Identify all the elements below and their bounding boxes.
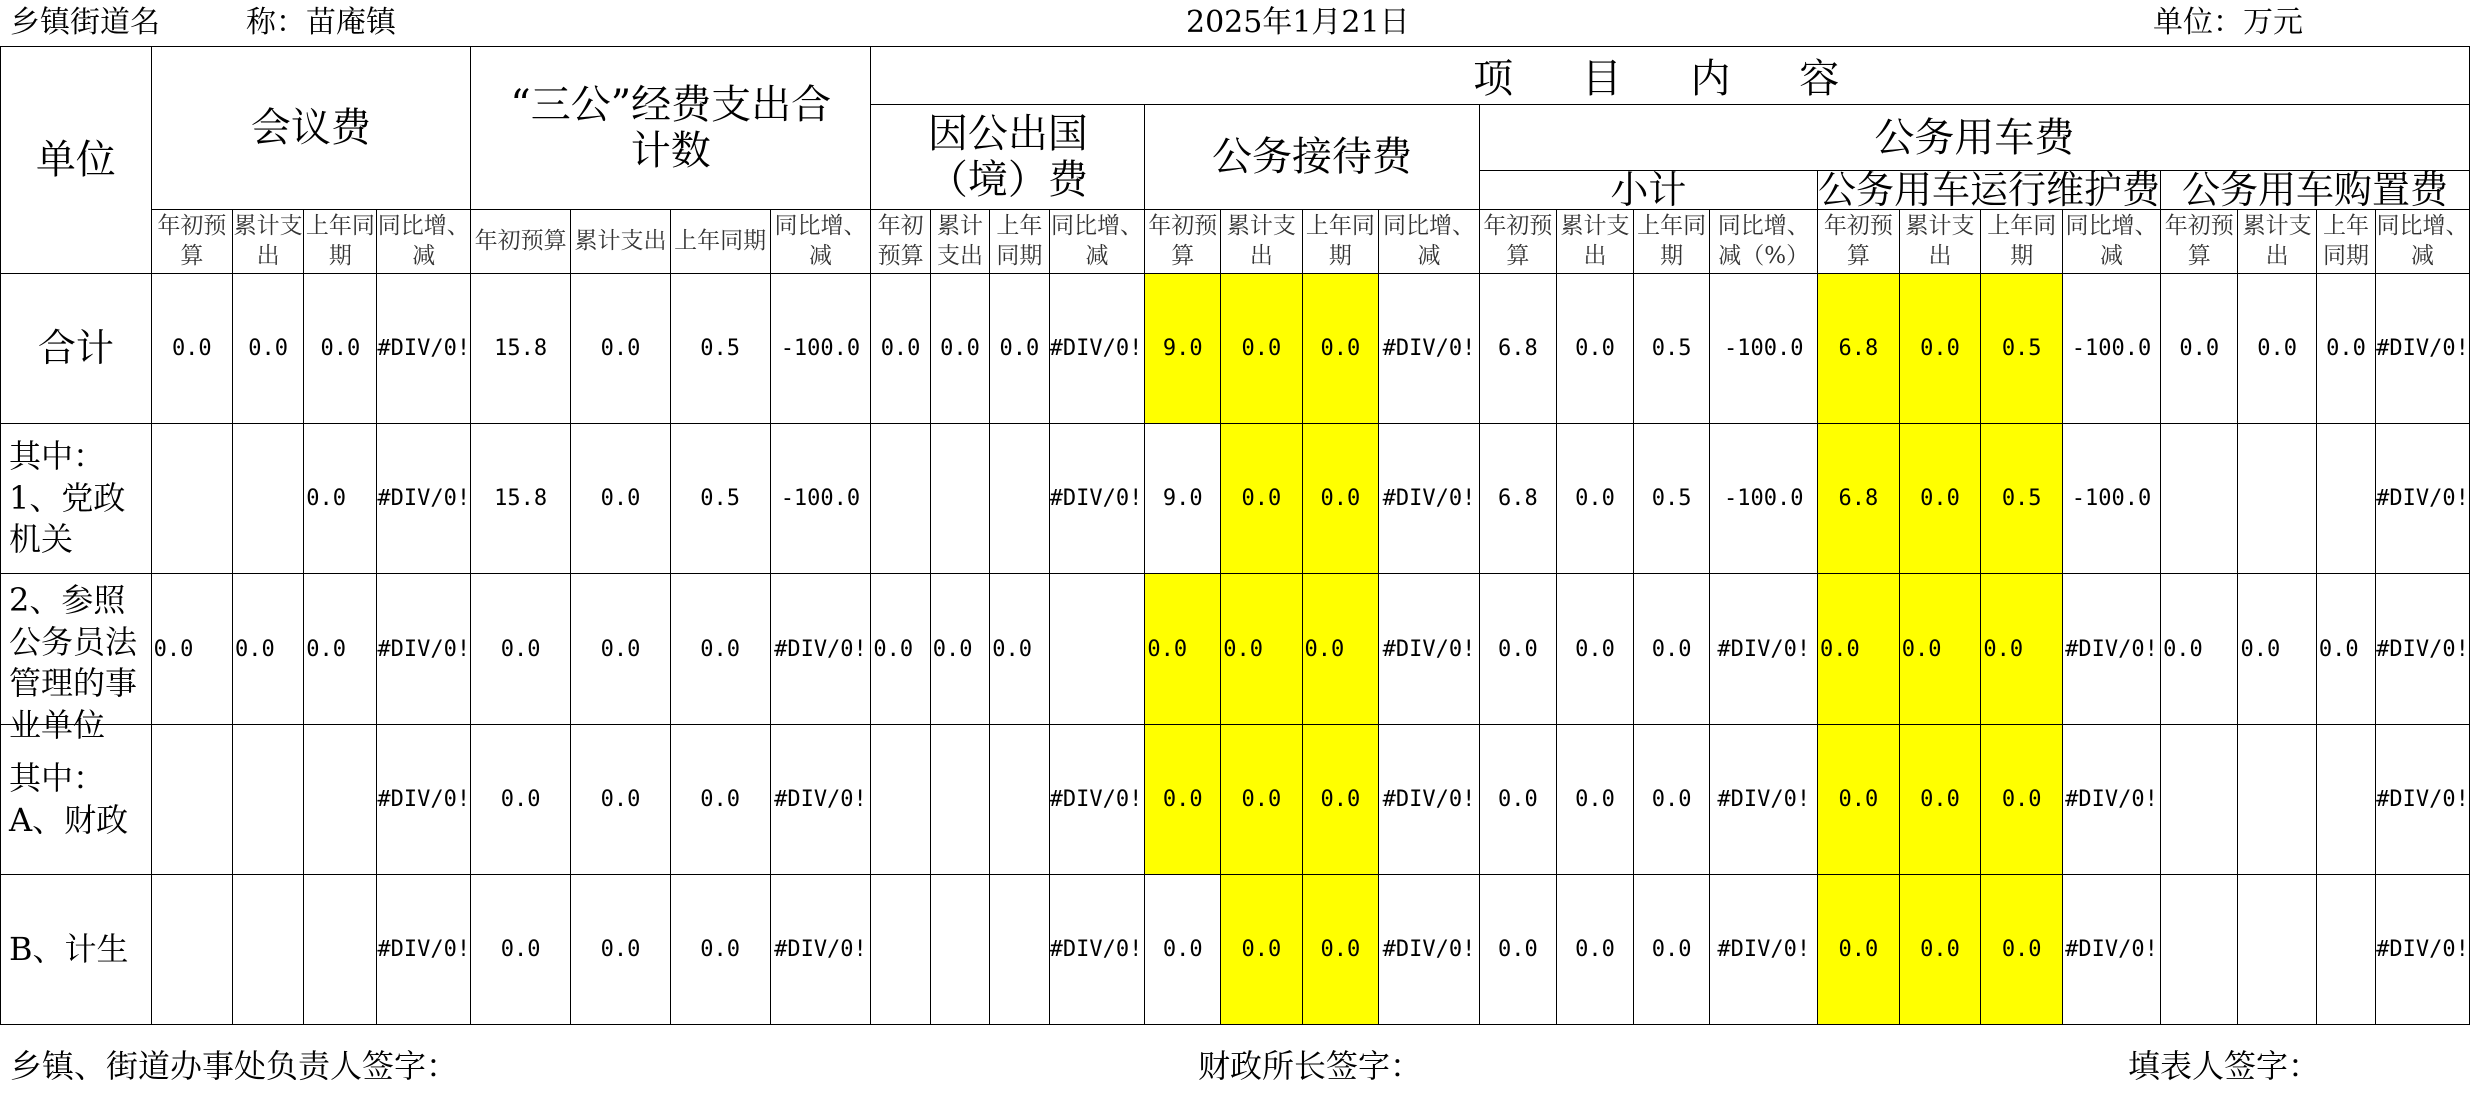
table-cell bbox=[930, 725, 989, 875]
table-cell: 0.0 bbox=[1557, 274, 1634, 424]
table-cell: 0.0 bbox=[871, 574, 930, 725]
table-cell: #DIV/0! bbox=[377, 875, 471, 1025]
subheader-yoy: 同比增、减 bbox=[1379, 210, 1479, 274]
table-cell bbox=[1049, 574, 1145, 725]
table-cell: #DIV/0! bbox=[1710, 574, 1818, 725]
table-cell: 0.0 bbox=[1557, 424, 1634, 574]
table-cell: 0.0 bbox=[2238, 574, 2316, 725]
table-cell: 6.8 bbox=[1818, 274, 1900, 424]
table-cell: 0.0 bbox=[1479, 725, 1557, 875]
table-cell: -100.0 bbox=[1710, 424, 1818, 574]
row-label-text: B、计生 bbox=[9, 929, 129, 968]
table-cell: -100.0 bbox=[2063, 274, 2161, 424]
table-cell bbox=[2161, 725, 2238, 875]
table-cell: 0.0 bbox=[1633, 725, 1710, 875]
table-cell: 6.8 bbox=[1479, 424, 1557, 574]
table-cell: 0.0 bbox=[1145, 574, 1221, 725]
table-cell: 0.5 bbox=[1981, 424, 2063, 574]
col-vehicle-purchase: 公务用车购置费 bbox=[2161, 171, 2470, 210]
col-abroad-text: 因公出国（境）费 bbox=[927, 111, 1088, 203]
table-cell: 0.0 bbox=[1557, 875, 1634, 1025]
col-unit: 单位 bbox=[1, 47, 152, 274]
table-cell: #DIV/0! bbox=[377, 274, 471, 424]
subheader-cumulative: 累计支出 bbox=[1221, 210, 1302, 274]
table-cell: #DIV/0! bbox=[2063, 725, 2161, 875]
table-cell bbox=[232, 725, 303, 875]
table-cell: 0.0 bbox=[471, 875, 571, 1025]
table-cell: 15.8 bbox=[471, 274, 571, 424]
table-cell: 15.8 bbox=[471, 424, 571, 574]
table-cell: 0.0 bbox=[1899, 725, 1981, 875]
table-cell: #DIV/0! bbox=[1710, 725, 1818, 875]
table-cell: 0.0 bbox=[1557, 725, 1634, 875]
subheader-row bbox=[1, 210, 2470, 274]
col-subtotal: 小计 bbox=[1479, 171, 1817, 210]
table-cell: 0.0 bbox=[1302, 875, 1379, 1025]
party-row bbox=[1, 424, 2470, 574]
row-label bbox=[1, 875, 152, 1025]
table-cell: 0.0 bbox=[670, 875, 770, 1025]
table-cell: 0.0 bbox=[571, 574, 671, 725]
subheader-prior-year: 上年同期 bbox=[990, 210, 1049, 274]
table-cell: 0.0 bbox=[1981, 574, 2063, 725]
table-cell: #DIV/0! bbox=[1379, 274, 1479, 424]
subheader-cumulative: 累计支出 bbox=[930, 210, 989, 274]
subheader-budget: 年初预算 bbox=[151, 210, 232, 274]
table-cell bbox=[990, 875, 1049, 1025]
table-cell: #DIV/0! bbox=[1049, 424, 1145, 574]
table-cell: 0.0 bbox=[930, 574, 989, 725]
subheader-prior-year: 上年同期 bbox=[2316, 210, 2375, 274]
table-cell bbox=[871, 424, 930, 574]
table-cell: 0.0 bbox=[151, 574, 232, 725]
table-cell: #DIV/0! bbox=[2376, 574, 2470, 725]
table-cell: 0.0 bbox=[2316, 274, 2375, 424]
table-cell bbox=[2238, 725, 2316, 875]
table-cell: 0.0 bbox=[1479, 875, 1557, 1025]
total-row bbox=[1, 274, 2470, 424]
subheader-prior-year: 上年同期 bbox=[1302, 210, 1379, 274]
table-cell: #DIV/0! bbox=[1049, 725, 1145, 875]
col-vehicle: 公务用车费 bbox=[1479, 105, 2469, 171]
report-date: 2025年1月21日 bbox=[1186, 5, 1410, 40]
subheader-yoy-pct: 同比增、减（%） bbox=[1710, 210, 1818, 274]
table-cell: 0.0 bbox=[2316, 574, 2375, 725]
col-project: 项 目 内 容 bbox=[871, 47, 2470, 105]
table-cell: #DIV/0! bbox=[770, 574, 871, 725]
row-label bbox=[1, 424, 152, 574]
table-cell: 0.0 bbox=[1981, 875, 2063, 1025]
table-cell: #DIV/0! bbox=[2063, 574, 2161, 725]
table-cell bbox=[304, 875, 377, 1025]
table-body bbox=[1, 274, 2470, 1025]
table-cell: 0.0 bbox=[1633, 875, 1710, 1025]
table-cell: 0.0 bbox=[1145, 875, 1221, 1025]
table-cell bbox=[2238, 424, 2316, 574]
subheader-prior-year: 上年同期 bbox=[1981, 210, 2063, 274]
table-cell bbox=[2316, 424, 2375, 574]
region-label: 乡镇街道名 bbox=[10, 5, 160, 40]
col-meeting: 会议费 bbox=[151, 47, 470, 210]
table-cell: 0.0 bbox=[304, 274, 377, 424]
subheader-budget: 年初预算 bbox=[1818, 210, 1900, 274]
table-cell: #DIV/0! bbox=[377, 725, 471, 875]
table-cell: 0.5 bbox=[1633, 424, 1710, 574]
col-abroad bbox=[871, 105, 1145, 210]
row-label-text: 合计 bbox=[37, 325, 114, 370]
table-cell bbox=[151, 725, 232, 875]
table-cell: 0.0 bbox=[2161, 574, 2238, 725]
table-cell: #DIV/0! bbox=[1379, 574, 1479, 725]
table-cell bbox=[871, 875, 930, 1025]
subheader-budget: 年初预算 bbox=[1145, 210, 1221, 274]
table-cell: #DIV/0! bbox=[1379, 424, 1479, 574]
table-cell: 6.8 bbox=[1818, 424, 1900, 574]
table-cell: 0.0 bbox=[571, 725, 671, 875]
table-cell: 0.0 bbox=[232, 574, 303, 725]
table-cell: 0.0 bbox=[571, 424, 671, 574]
subheader-cumulative: 累计支出 bbox=[232, 210, 303, 274]
table-cell: #DIV/0! bbox=[770, 875, 871, 1025]
table-cell: -100.0 bbox=[2063, 424, 2161, 574]
table-cell bbox=[930, 875, 989, 1025]
table-cell: 0.0 bbox=[1899, 875, 1981, 1025]
table-cell: 0.0 bbox=[930, 274, 989, 424]
subheader-cumulative: 累计支出 bbox=[571, 210, 671, 274]
table-cell bbox=[151, 875, 232, 1025]
table-cell: #DIV/0! bbox=[1049, 875, 1145, 1025]
table-cell: 0.0 bbox=[1221, 274, 1302, 424]
subheader-budget: 年初预算 bbox=[471, 210, 571, 274]
table-cell: #DIV/0! bbox=[2376, 424, 2470, 574]
table-cell: 0.0 bbox=[471, 725, 571, 875]
table-cell: 0.0 bbox=[1145, 725, 1221, 875]
table-cell: 0.0 bbox=[571, 875, 671, 1025]
row-label bbox=[1, 274, 152, 424]
table-cell: -100.0 bbox=[1710, 274, 1818, 424]
col-sangong bbox=[471, 47, 871, 210]
table-cell: #DIV/0! bbox=[1710, 875, 1818, 1025]
table-cell: #DIV/0! bbox=[377, 574, 471, 725]
table-cell: 0.0 bbox=[2161, 274, 2238, 424]
table-cell: 0.0 bbox=[990, 574, 1049, 725]
table-cell: 0.0 bbox=[1981, 725, 2063, 875]
table-cell bbox=[930, 424, 989, 574]
table-cell bbox=[990, 424, 1049, 574]
table-cell: 6.8 bbox=[1479, 274, 1557, 424]
table-cell: 0.0 bbox=[1899, 574, 1981, 725]
table-cell: 0.0 bbox=[1221, 574, 1302, 725]
table-cell: 0.0 bbox=[1633, 574, 1710, 725]
table-cell: #DIV/0! bbox=[770, 725, 871, 875]
subheader-yoy: 同比增、减 bbox=[2063, 210, 2161, 274]
subheader-budget: 年初预算 bbox=[1479, 210, 1557, 274]
expense-table bbox=[0, 46, 2470, 1025]
table-cell: 0.0 bbox=[670, 725, 770, 875]
row-label-text: 2、参照公务员法管理的事业单位 bbox=[9, 581, 138, 744]
table-cell: 0.0 bbox=[304, 424, 377, 574]
table-cell: 0.5 bbox=[1633, 274, 1710, 424]
table-cell: 0.0 bbox=[990, 274, 1049, 424]
table-cell bbox=[990, 725, 1049, 875]
table-cell: #DIV/0! bbox=[2063, 875, 2161, 1025]
subheader-cumulative: 累计支出 bbox=[2238, 210, 2316, 274]
finance-sign-label: 财政所长签字： bbox=[1198, 1047, 1423, 1085]
table-cell: 0.0 bbox=[304, 574, 377, 725]
subheader-yoy: 同比增、减 bbox=[377, 210, 471, 274]
table-cell: 0.0 bbox=[1479, 574, 1557, 725]
table-cell: 0.0 bbox=[1302, 274, 1379, 424]
table-cell: 0.0 bbox=[1818, 875, 1900, 1025]
table-cell: 9.0 bbox=[1145, 424, 1221, 574]
table-cell: #DIV/0! bbox=[2376, 875, 2470, 1025]
table-cell bbox=[2316, 875, 2375, 1025]
civil-servant-row bbox=[1, 574, 2470, 725]
table-cell: 0.0 bbox=[151, 274, 232, 424]
row-label bbox=[1, 574, 152, 744]
table-cell: 0.0 bbox=[1818, 574, 1900, 725]
finance-row bbox=[1, 725, 2470, 875]
filler-sign-label: 填表人签字： bbox=[2128, 1047, 2321, 1085]
subheader-cumulative: 累计支出 bbox=[1899, 210, 1981, 274]
town-sign-label: 乡镇、街道办事处负责人签字： bbox=[10, 1047, 459, 1085]
table-cell: 0.5 bbox=[1981, 274, 2063, 424]
col-reception: 公务接待费 bbox=[1145, 105, 1479, 210]
table-cell bbox=[2161, 424, 2238, 574]
table-cell: 0.0 bbox=[1818, 725, 1900, 875]
family-planning-row bbox=[1, 875, 2470, 1025]
table-cell: 0.0 bbox=[871, 274, 930, 424]
table-cell: 0.0 bbox=[1557, 574, 1634, 725]
table-cell: 0.0 bbox=[1221, 875, 1302, 1025]
row-label-text: 其中：A、财政 bbox=[9, 758, 129, 839]
town-name: 称：苗庵镇 bbox=[246, 5, 396, 40]
table-cell bbox=[232, 424, 303, 574]
table-cell: 0.0 bbox=[1221, 424, 1302, 574]
subheader-budget: 年初预算 bbox=[871, 210, 930, 274]
table-cell: 0.0 bbox=[571, 274, 671, 424]
table-cell: #DIV/0! bbox=[2376, 725, 2470, 875]
table-cell: 0.0 bbox=[1899, 274, 1981, 424]
row-label-text: 其中：1、党政机关 bbox=[9, 437, 126, 559]
unit-label: 单位：万元 bbox=[2153, 5, 2303, 40]
subheader-prior-year: 上年同期 bbox=[304, 210, 377, 274]
table-cell bbox=[304, 725, 377, 875]
table-cell: 0.0 bbox=[232, 274, 303, 424]
table-cell: #DIV/0! bbox=[1049, 274, 1145, 424]
table-cell: -100.0 bbox=[770, 274, 871, 424]
subheader-cumulative: 累计支出 bbox=[1557, 210, 1634, 274]
table-cell bbox=[2161, 875, 2238, 1025]
table-cell: 9.0 bbox=[1145, 274, 1221, 424]
table-cell: 0.5 bbox=[670, 274, 770, 424]
subheader-prior-year: 上年同期 bbox=[670, 210, 770, 274]
table-cell: #DIV/0! bbox=[1379, 875, 1479, 1025]
table-cell: 0.0 bbox=[471, 574, 571, 725]
table-cell: 0.0 bbox=[1899, 424, 1981, 574]
table-cell: #DIV/0! bbox=[2376, 274, 2470, 424]
col-sangong-text: “三公”经费支出合计数 bbox=[510, 82, 832, 174]
subheader-yoy: 同比增、减 bbox=[1049, 210, 1145, 274]
table-cell: #DIV/0! bbox=[1379, 725, 1479, 875]
col-vehicle-maint: 公务用车运行维护费 bbox=[1818, 168, 2161, 212]
table-cell bbox=[871, 725, 930, 875]
table-cell: 0.0 bbox=[1302, 424, 1379, 574]
table-cell: 0.0 bbox=[1302, 574, 1379, 725]
table-cell bbox=[232, 875, 303, 1025]
table-cell bbox=[151, 424, 232, 574]
row-label bbox=[1, 725, 152, 875]
table-cell: 0.0 bbox=[1302, 725, 1379, 875]
table-cell: 0.0 bbox=[670, 574, 770, 725]
table-cell: #DIV/0! bbox=[377, 424, 471, 574]
table-cell: 0.5 bbox=[670, 424, 770, 574]
table-cell: -100.0 bbox=[770, 424, 871, 574]
subheader-yoy: 同比增、减 bbox=[770, 210, 871, 274]
subheader-prior-year: 上年同期 bbox=[1633, 210, 1710, 274]
table-cell: 0.0 bbox=[2238, 274, 2316, 424]
table-cell: 0.0 bbox=[1221, 725, 1302, 875]
subheader-budget: 年初预算 bbox=[2161, 210, 2238, 274]
table-cell bbox=[2238, 875, 2316, 1025]
subheader-yoy: 同比增、减 bbox=[2376, 210, 2470, 274]
table-cell bbox=[2316, 725, 2375, 875]
